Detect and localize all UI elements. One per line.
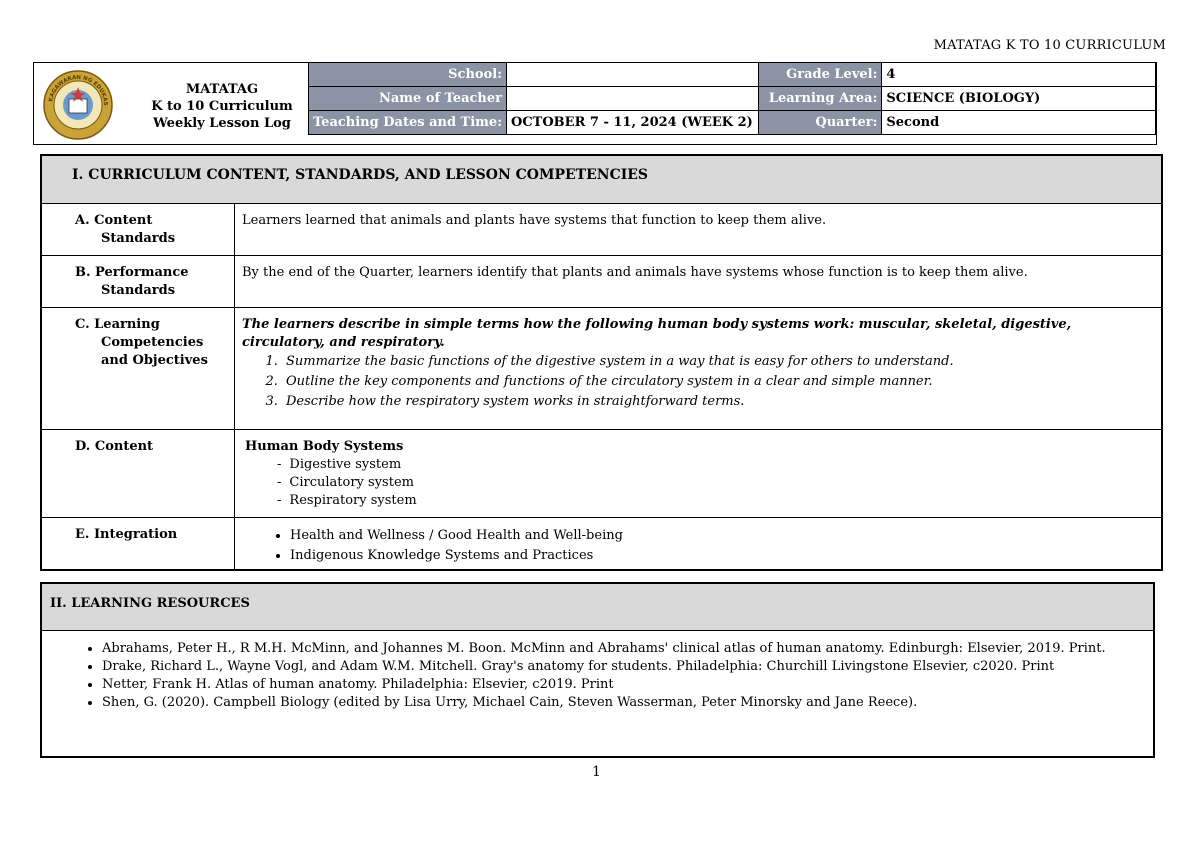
label-line: and Objectives [101,353,208,368]
content-standards-text: Learners learned that animals and plants have systems that function to keep them alive. [242,213,827,228]
title-matatag: MATATAG [185,82,259,97]
label-line: C. Learning [75,317,160,332]
content-title: Human Body Systems [245,439,404,454]
content-items [245,456,1161,510]
teacher-value[interactable] [507,87,759,111]
integration-label: E. Integration [42,518,235,569]
competencies-label [42,308,235,429]
teaching-dates-value[interactable]: OCTOBER 7 - 11, 2024 (WEEK 2) [507,111,759,135]
content-body [235,430,1161,517]
objective-item: 2. Outline the key components and functions of the circulatory system in a clear and simple manner. [282,372,1161,392]
deped-seal-logo [42,69,114,141]
integration-item: • Indigenous Knowledge Systems and Practices [290,546,1161,566]
quarter-value[interactable]: Second [882,111,1156,135]
content-standards-row [42,204,1161,256]
quarter-label: Quarter: [758,111,881,135]
performance-standards-label [42,256,235,307]
learning-area-value[interactable]: SCIENCE (BIOLOGY) [882,87,1156,111]
label-line: Standards [101,231,176,246]
content-row [42,430,1161,518]
content-label: D. Content [42,430,235,517]
label-line: A. Content [75,213,153,228]
integration-content [235,518,1161,569]
objectives-list [242,352,1161,412]
content-standards-label [42,204,235,255]
objective-item: 3. Describe how the respiratory system works in straightforward terms. [282,392,1161,412]
title-curriculum: K to 10 Curriculum [151,99,293,114]
lesson-meta-table [308,62,1156,135]
objective-item: 1. Summarize the basic functions of the digestive system in a way that is easy for others to understand. [282,352,1161,372]
page-number: 1 [592,764,601,780]
integration-row [42,518,1161,569]
curriculum-label: MATATAG K TO 10 CURRICULUM [933,38,1166,53]
integration-item: • Health and Wellness / Good Health and Well-being [290,526,1161,546]
svg-text:KAGAWARAN NG EDUKASYON: KAGAWARAN NG EDUKAS [48,74,109,106]
title-weekly-log: Weekly Lesson Log [153,116,291,131]
teaching-dates-label: Teaching Dates and Time: [309,111,507,135]
school-value[interactable] [507,63,759,87]
references-list [42,640,1143,712]
label-line: Standards [101,283,176,298]
content-item: - Respiratory system [277,493,417,508]
learning-area-label: Learning Area: [758,87,881,111]
lesson-log-title [122,81,322,132]
content-item: - Circulatory system [277,475,414,490]
grade-level-label: Grade Level: [758,63,881,87]
integration-items [242,526,1161,566]
learning-resources-section [40,582,1155,758]
reference-item: • Netter, Frank H. Atlas of human anatomy. Philadelphia: Elsevier, c2019. Print [102,676,1143,694]
school-label: School: [309,63,507,87]
competencies-row [42,308,1161,430]
section2-heading: II. LEARNING RESOURCES [50,596,250,611]
reference-item: • Shen, G. (2020). Campbell Biology (edited by Lisa Urry, Michael Cain, Steven Wasserman, Peter Minorsky and Jane Reece). [102,694,1143,712]
competencies-content [235,308,1161,429]
label-line: Competencies [101,335,204,350]
performance-standards-text: By the end of the Quarter, learners identify that plants and animals have systems whose function is to keep them alive. [242,265,1028,280]
performance-standards-row [42,256,1161,308]
section2-heading-bar [42,584,1153,631]
reference-item: • Drake, Richard L., Wayne Vogl, and Adam W.M. Mitchell. Gray's anatomy for students. Philadelphia: Churchill Livingstone Elsevier, c2020. Print [102,658,1143,676]
curriculum-section [40,154,1163,571]
content-item: - Digestive system [277,457,402,472]
competencies-intro: The learners describe in simple terms how the following human body systems work: muscular, skeletal, digestive, circulatory, and respiratory. [242,317,1072,350]
section1-heading: I. CURRICULUM CONTENT, STANDARDS, AND LESSON COMPETENCIES [72,167,649,183]
reference-item: • Abrahams, Peter H., R M.H. McMinn, and Johannes M. Boon. McMinn and Abrahams' clinical atlas of human anatomy. Edinburgh: Elsevier, 2019. Print. [102,640,1143,658]
label-line: B. Performance [75,265,189,280]
lesson-log-header [33,62,1157,145]
grade-level-value[interactable]: 4 [882,63,1156,87]
teacher-label: Name of Teacher [309,87,507,111]
section1-heading-bar [42,156,1161,204]
